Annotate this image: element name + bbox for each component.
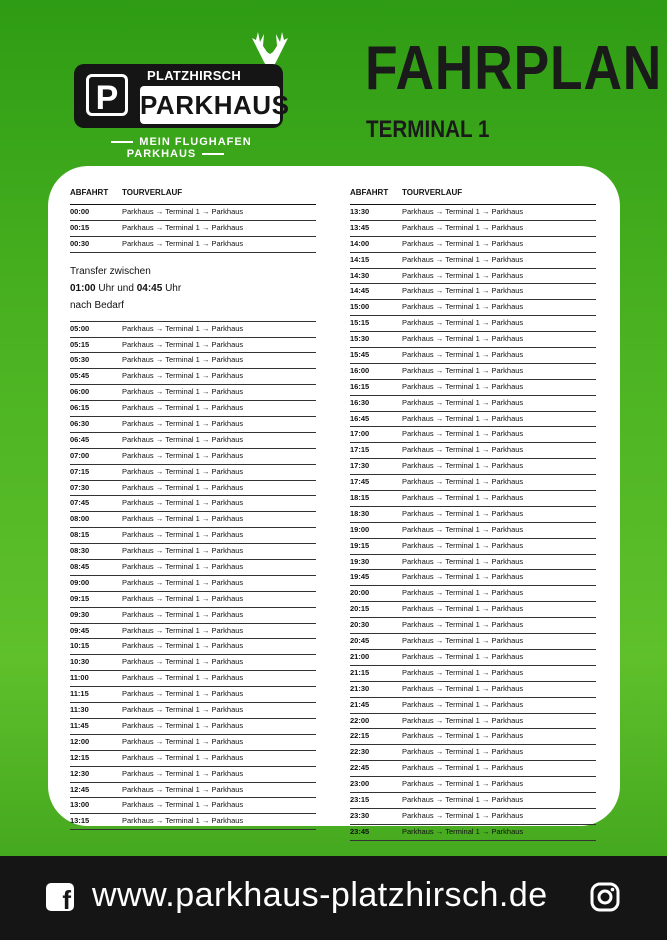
departure-time: 10:30 bbox=[70, 657, 90, 667]
transfer-note bbox=[70, 253, 316, 321]
departure-time: 15:30 bbox=[350, 334, 370, 344]
departure-time: 17:00 bbox=[350, 429, 370, 439]
table-row bbox=[350, 300, 596, 316]
departure-time: 14:00 bbox=[350, 238, 370, 248]
departure-time: 19:00 bbox=[350, 524, 370, 534]
route: Parkhaus → Terminal 1 → Parkhaus bbox=[402, 667, 524, 677]
tagline: MEIN FLUGHAFEN PARKHAUS bbox=[72, 136, 285, 160]
table-row bbox=[70, 481, 316, 497]
departure-time: 09:00 bbox=[70, 577, 90, 587]
route: Parkhaus → Terminal 1 → Parkhaus bbox=[402, 604, 524, 614]
table-row bbox=[350, 729, 596, 745]
table-row bbox=[350, 237, 596, 253]
instagram-icon[interactable] bbox=[590, 882, 620, 912]
table-row bbox=[70, 512, 316, 528]
table-row bbox=[350, 666, 596, 682]
route: Parkhaus → Terminal 1 → Parkhaus bbox=[122, 752, 244, 762]
table-row bbox=[350, 602, 596, 618]
departure-time: 07:45 bbox=[70, 498, 90, 508]
table-row bbox=[70, 401, 316, 417]
departure-time: 00:15 bbox=[70, 222, 90, 232]
departure-time: 12:30 bbox=[70, 768, 90, 778]
departure-time: 13:45 bbox=[350, 222, 370, 232]
route: Parkhaus → Terminal 1 → Parkhaus bbox=[122, 816, 244, 826]
departure-time: 22:15 bbox=[350, 731, 370, 741]
departure-time: 12:00 bbox=[70, 736, 90, 746]
route: Parkhaus → Terminal 1 → Parkhaus bbox=[402, 302, 524, 312]
table-row bbox=[350, 555, 596, 571]
departure-time: 12:15 bbox=[70, 752, 90, 762]
departure-time: 20:30 bbox=[350, 620, 370, 630]
table-row bbox=[70, 353, 316, 369]
departure-time: 00:30 bbox=[70, 238, 90, 248]
table-row bbox=[70, 338, 316, 354]
note-text-und: Uhr und bbox=[95, 282, 137, 294]
note-time-2: 04:45 bbox=[136, 282, 163, 294]
route: Parkhaus → Terminal 1 → Parkhaus bbox=[402, 222, 524, 232]
route: Parkhaus → Terminal 1 → Parkhaus bbox=[122, 657, 244, 667]
departure-time: 08:00 bbox=[70, 514, 90, 524]
route: Parkhaus → Terminal 1 → Parkhaus bbox=[402, 365, 524, 375]
route: Parkhaus → Terminal 1 → Parkhaus bbox=[402, 381, 524, 391]
table-row bbox=[70, 639, 316, 655]
table-header bbox=[350, 188, 596, 205]
departure-time: 12:45 bbox=[70, 784, 90, 794]
table-row bbox=[70, 735, 316, 751]
departure-time: 05:00 bbox=[70, 323, 90, 333]
departure-time: 14:30 bbox=[350, 270, 370, 280]
table-row bbox=[70, 528, 316, 544]
table-row bbox=[70, 205, 316, 221]
route: Parkhaus → Terminal 1 → Parkhaus bbox=[402, 397, 524, 407]
table-row bbox=[350, 793, 596, 809]
route: Parkhaus → Terminal 1 → Parkhaus bbox=[122, 355, 244, 365]
departure-time: 16:00 bbox=[350, 365, 370, 375]
departure-time: 22:45 bbox=[350, 763, 370, 773]
table-row bbox=[350, 586, 596, 602]
table-row bbox=[70, 449, 316, 465]
table-row bbox=[350, 507, 596, 523]
footer bbox=[0, 856, 667, 940]
table-row bbox=[350, 634, 596, 650]
route: Parkhaus → Terminal 1 → Parkhaus bbox=[402, 254, 524, 264]
route: Parkhaus → Terminal 1 → Parkhaus bbox=[122, 736, 244, 746]
departure-time: 20:45 bbox=[350, 636, 370, 646]
route: Parkhaus → Terminal 1 → Parkhaus bbox=[402, 588, 524, 598]
table-row bbox=[350, 380, 596, 396]
departure-time: 11:45 bbox=[70, 720, 89, 730]
table-row bbox=[350, 761, 596, 777]
brand-large: PARKHAUS bbox=[140, 86, 280, 124]
route: Parkhaus → Terminal 1 → Parkhaus bbox=[122, 673, 244, 683]
route: Parkhaus → Terminal 1 → Parkhaus bbox=[122, 593, 244, 603]
departure-time: 11:30 bbox=[70, 705, 89, 715]
route: Parkhaus → Terminal 1 → Parkhaus bbox=[122, 720, 244, 730]
departure-time: 23:30 bbox=[350, 810, 370, 820]
route: Parkhaus → Terminal 1 → Parkhaus bbox=[402, 508, 524, 518]
route: Parkhaus → Terminal 1 → Parkhaus bbox=[122, 800, 244, 810]
route: Parkhaus → Terminal 1 → Parkhaus bbox=[402, 493, 524, 503]
logo bbox=[72, 24, 290, 160]
table-row bbox=[70, 496, 316, 512]
route: Parkhaus → Terminal 1 → Parkhaus bbox=[122, 419, 244, 429]
table-row bbox=[350, 269, 596, 285]
departure-time: 21:30 bbox=[350, 683, 370, 693]
route: Parkhaus → Terminal 1 → Parkhaus bbox=[402, 207, 524, 216]
departure-time: 06:00 bbox=[70, 387, 90, 397]
table-row bbox=[350, 427, 596, 443]
route: Parkhaus → Terminal 1 → Parkhaus bbox=[122, 609, 244, 619]
route: Parkhaus → Terminal 1 → Parkhaus bbox=[402, 445, 524, 455]
departure-time: 11:15 bbox=[70, 689, 89, 699]
departure-time: 09:45 bbox=[70, 625, 90, 635]
page-subtitle: TERMINAL 1 bbox=[366, 116, 490, 143]
departure-time: 15:45 bbox=[350, 350, 370, 360]
departure-time: 05:15 bbox=[70, 339, 90, 349]
left-bottom-rows bbox=[70, 321, 316, 831]
table-row bbox=[350, 714, 596, 730]
timetable-right-column bbox=[350, 188, 596, 841]
table-row bbox=[350, 650, 596, 666]
departure-time: 00:00 bbox=[70, 207, 90, 216]
departure-time: 22:30 bbox=[350, 747, 370, 757]
route: Parkhaus → Terminal 1 → Parkhaus bbox=[122, 466, 244, 476]
header-departure: ABFAHRT bbox=[70, 188, 109, 197]
website-url[interactable]: www.parkhaus-platzhirsch.de bbox=[92, 876, 548, 914]
table-row bbox=[350, 825, 596, 841]
left-top-rows bbox=[70, 205, 316, 253]
table-row bbox=[70, 719, 316, 735]
route: Parkhaus → Terminal 1 → Parkhaus bbox=[122, 403, 244, 413]
table-row bbox=[350, 745, 596, 761]
route: Parkhaus → Terminal 1 → Parkhaus bbox=[402, 413, 524, 423]
departure-time: 21:15 bbox=[350, 667, 370, 677]
route: Parkhaus → Terminal 1 → Parkhaus bbox=[402, 429, 524, 439]
table-row bbox=[350, 698, 596, 714]
departure-time: 10:15 bbox=[70, 641, 90, 651]
departure-time: 20:00 bbox=[350, 588, 370, 598]
note-text-uhr: Uhr bbox=[162, 282, 182, 294]
page-title: FAHRPLAN bbox=[365, 34, 663, 103]
route: Parkhaus → Terminal 1 → Parkhaus bbox=[122, 323, 244, 333]
route: Parkhaus → Terminal 1 → Parkhaus bbox=[402, 636, 524, 646]
route: Parkhaus → Terminal 1 → Parkhaus bbox=[122, 562, 244, 572]
table-row bbox=[350, 475, 596, 491]
departure-time: 13:15 bbox=[70, 816, 90, 826]
table-row bbox=[350, 205, 596, 221]
route: Parkhaus → Terminal 1 → Parkhaus bbox=[402, 524, 524, 534]
timetable-card bbox=[48, 166, 620, 836]
table-row bbox=[70, 433, 316, 449]
departure-time: 22:00 bbox=[350, 715, 370, 725]
route: Parkhaus → Terminal 1 → Parkhaus bbox=[402, 747, 524, 757]
departure-time: 05:30 bbox=[70, 355, 90, 365]
route: Parkhaus → Terminal 1 → Parkhaus bbox=[122, 530, 244, 540]
parking-icon: P bbox=[86, 74, 128, 116]
table-row bbox=[350, 491, 596, 507]
route: Parkhaus → Terminal 1 → Parkhaus bbox=[402, 270, 524, 280]
departure-time: 23:15 bbox=[350, 794, 370, 804]
table-row bbox=[70, 767, 316, 783]
route: Parkhaus → Terminal 1 → Parkhaus bbox=[122, 482, 244, 492]
route: Parkhaus → Terminal 1 → Parkhaus bbox=[402, 651, 524, 661]
departure-time: 15:00 bbox=[350, 302, 370, 312]
departure-time: 16:15 bbox=[350, 381, 370, 391]
departure-time: 16:30 bbox=[350, 397, 370, 407]
table-row bbox=[350, 396, 596, 412]
header-route: TOURVERLAUF bbox=[122, 188, 183, 197]
route: Parkhaus → Terminal 1 → Parkhaus bbox=[122, 339, 244, 349]
route: Parkhaus → Terminal 1 → Parkhaus bbox=[402, 620, 524, 630]
route: Parkhaus → Terminal 1 → Parkhaus bbox=[122, 207, 244, 216]
table-row bbox=[350, 777, 596, 793]
departure-time: 17:45 bbox=[350, 477, 370, 487]
table-row bbox=[350, 570, 596, 586]
route: Parkhaus → Terminal 1 → Parkhaus bbox=[402, 350, 524, 360]
table-row bbox=[70, 798, 316, 814]
note-line-1: Transfer zwischen bbox=[70, 265, 151, 277]
route: Parkhaus → Terminal 1 → Parkhaus bbox=[122, 689, 244, 699]
route: Parkhaus → Terminal 1 → Parkhaus bbox=[402, 556, 524, 566]
departure-time: 21:45 bbox=[350, 699, 370, 709]
table-row bbox=[350, 221, 596, 237]
route: Parkhaus → Terminal 1 → Parkhaus bbox=[122, 387, 244, 397]
route: Parkhaus → Terminal 1 → Parkhaus bbox=[402, 461, 524, 471]
departure-time: 07:15 bbox=[70, 466, 90, 476]
table-row bbox=[70, 783, 316, 799]
departure-time: 06:15 bbox=[70, 403, 90, 413]
route: Parkhaus → Terminal 1 → Parkhaus bbox=[122, 450, 244, 460]
route: Parkhaus → Terminal 1 → Parkhaus bbox=[122, 784, 244, 794]
table-row bbox=[350, 443, 596, 459]
departure-time: 06:30 bbox=[70, 419, 90, 429]
departure-time: 17:30 bbox=[350, 461, 370, 471]
route: Parkhaus → Terminal 1 → Parkhaus bbox=[122, 222, 244, 232]
table-row bbox=[350, 539, 596, 555]
departure-time: 15:15 bbox=[350, 318, 370, 328]
table-row bbox=[350, 682, 596, 698]
route: Parkhaus → Terminal 1 → Parkhaus bbox=[402, 540, 524, 550]
route: Parkhaus → Terminal 1 → Parkhaus bbox=[122, 371, 244, 381]
departure-time: 13:30 bbox=[350, 207, 370, 216]
route: Parkhaus → Terminal 1 → Parkhaus bbox=[402, 318, 524, 328]
route: Parkhaus → Terminal 1 → Parkhaus bbox=[122, 514, 244, 524]
logo-badge bbox=[74, 64, 290, 128]
departure-time: 07:00 bbox=[70, 450, 90, 460]
departure-time: 21:00 bbox=[350, 651, 370, 661]
departure-time: 08:30 bbox=[70, 546, 90, 556]
table-header bbox=[70, 188, 316, 205]
table-row bbox=[70, 608, 316, 624]
table-row bbox=[70, 385, 316, 401]
table-row bbox=[350, 459, 596, 475]
note-line-2 bbox=[70, 280, 316, 297]
brand-small: PLATZHIRSCH bbox=[147, 68, 242, 83]
route: Parkhaus → Terminal 1 → Parkhaus bbox=[122, 768, 244, 778]
table-row bbox=[350, 348, 596, 364]
route: Parkhaus → Terminal 1 → Parkhaus bbox=[122, 546, 244, 556]
route: Parkhaus → Terminal 1 → Parkhaus bbox=[402, 699, 524, 709]
table-row bbox=[70, 544, 316, 560]
table-row bbox=[70, 671, 316, 687]
facebook-icon[interactable]: f bbox=[46, 883, 74, 911]
route: Parkhaus → Terminal 1 → Parkhaus bbox=[122, 498, 244, 508]
right-rows bbox=[350, 205, 596, 841]
departure-time: 13:00 bbox=[70, 800, 90, 810]
departure-time: 07:30 bbox=[70, 482, 90, 492]
departure-time: 23:00 bbox=[350, 779, 370, 789]
departure-time: 19:45 bbox=[350, 572, 370, 582]
route: Parkhaus → Terminal 1 → Parkhaus bbox=[122, 434, 244, 444]
timetable-left-column bbox=[70, 188, 316, 830]
header-route: TOURVERLAUF bbox=[402, 188, 463, 197]
departure-time: 18:15 bbox=[350, 493, 370, 503]
departure-time: 06:45 bbox=[70, 434, 90, 444]
route: Parkhaus → Terminal 1 → Parkhaus bbox=[402, 810, 524, 820]
route: Parkhaus → Terminal 1 → Parkhaus bbox=[402, 572, 524, 582]
table-row bbox=[350, 253, 596, 269]
note-time-1: 01:00 bbox=[70, 282, 96, 294]
route: Parkhaus → Terminal 1 → Parkhaus bbox=[122, 641, 244, 651]
departure-time: 09:30 bbox=[70, 609, 90, 619]
table-row bbox=[70, 576, 316, 592]
table-row bbox=[350, 364, 596, 380]
table-row bbox=[70, 369, 316, 385]
route: Parkhaus → Terminal 1 → Parkhaus bbox=[402, 715, 524, 725]
table-row bbox=[70, 624, 316, 640]
departure-time: 11:00 bbox=[70, 673, 89, 683]
departure-time: 05:45 bbox=[70, 371, 90, 381]
header-departure: ABFAHRT bbox=[350, 188, 389, 197]
table-row bbox=[350, 523, 596, 539]
table-row bbox=[350, 332, 596, 348]
route: Parkhaus → Terminal 1 → Parkhaus bbox=[402, 763, 524, 773]
note-line-3: nach Bedarf bbox=[70, 299, 124, 311]
route: Parkhaus → Terminal 1 → Parkhaus bbox=[402, 334, 524, 344]
departure-time: 09:15 bbox=[70, 593, 90, 603]
table-row bbox=[350, 809, 596, 825]
table-row bbox=[70, 221, 316, 237]
route: Parkhaus → Terminal 1 → Parkhaus bbox=[402, 826, 524, 836]
table-row bbox=[350, 284, 596, 300]
route: Parkhaus → Terminal 1 → Parkhaus bbox=[402, 238, 524, 248]
route: Parkhaus → Terminal 1 → Parkhaus bbox=[402, 286, 524, 296]
departure-time: 08:45 bbox=[70, 562, 90, 572]
table-row bbox=[70, 322, 316, 338]
departure-time: 23:45 bbox=[350, 826, 370, 836]
departure-time: 19:15 bbox=[350, 540, 370, 550]
table-row bbox=[350, 618, 596, 634]
route: Parkhaus → Terminal 1 → Parkhaus bbox=[402, 731, 524, 741]
departure-time: 14:45 bbox=[350, 286, 370, 296]
table-row bbox=[70, 814, 316, 830]
table-row bbox=[70, 560, 316, 576]
table-row bbox=[70, 237, 316, 253]
route: Parkhaus → Terminal 1 → Parkhaus bbox=[402, 683, 524, 693]
departure-time: 19:30 bbox=[350, 556, 370, 566]
table-row bbox=[70, 751, 316, 767]
departure-time: 16:45 bbox=[350, 413, 370, 423]
route: Parkhaus → Terminal 1 → Parkhaus bbox=[122, 705, 244, 715]
table-row bbox=[70, 655, 316, 671]
route: Parkhaus → Terminal 1 → Parkhaus bbox=[402, 779, 524, 789]
departure-time: 20:15 bbox=[350, 604, 370, 614]
table-row bbox=[70, 417, 316, 433]
table-row bbox=[350, 412, 596, 428]
table-row bbox=[70, 687, 316, 703]
table-row bbox=[70, 592, 316, 608]
departure-time: 17:15 bbox=[350, 445, 370, 455]
table-row bbox=[350, 316, 596, 332]
route: Parkhaus → Terminal 1 → Parkhaus bbox=[402, 794, 524, 804]
departure-time: 14:15 bbox=[350, 254, 370, 264]
route: Parkhaus → Terminal 1 → Parkhaus bbox=[122, 625, 244, 635]
route: Parkhaus → Terminal 1 → Parkhaus bbox=[122, 238, 244, 248]
table-row bbox=[70, 465, 316, 481]
route: Parkhaus → Terminal 1 → Parkhaus bbox=[122, 577, 244, 587]
departure-time: 18:30 bbox=[350, 508, 370, 518]
departure-time: 08:15 bbox=[70, 530, 90, 540]
route: Parkhaus → Terminal 1 → Parkhaus bbox=[402, 477, 524, 487]
table-row bbox=[70, 703, 316, 719]
